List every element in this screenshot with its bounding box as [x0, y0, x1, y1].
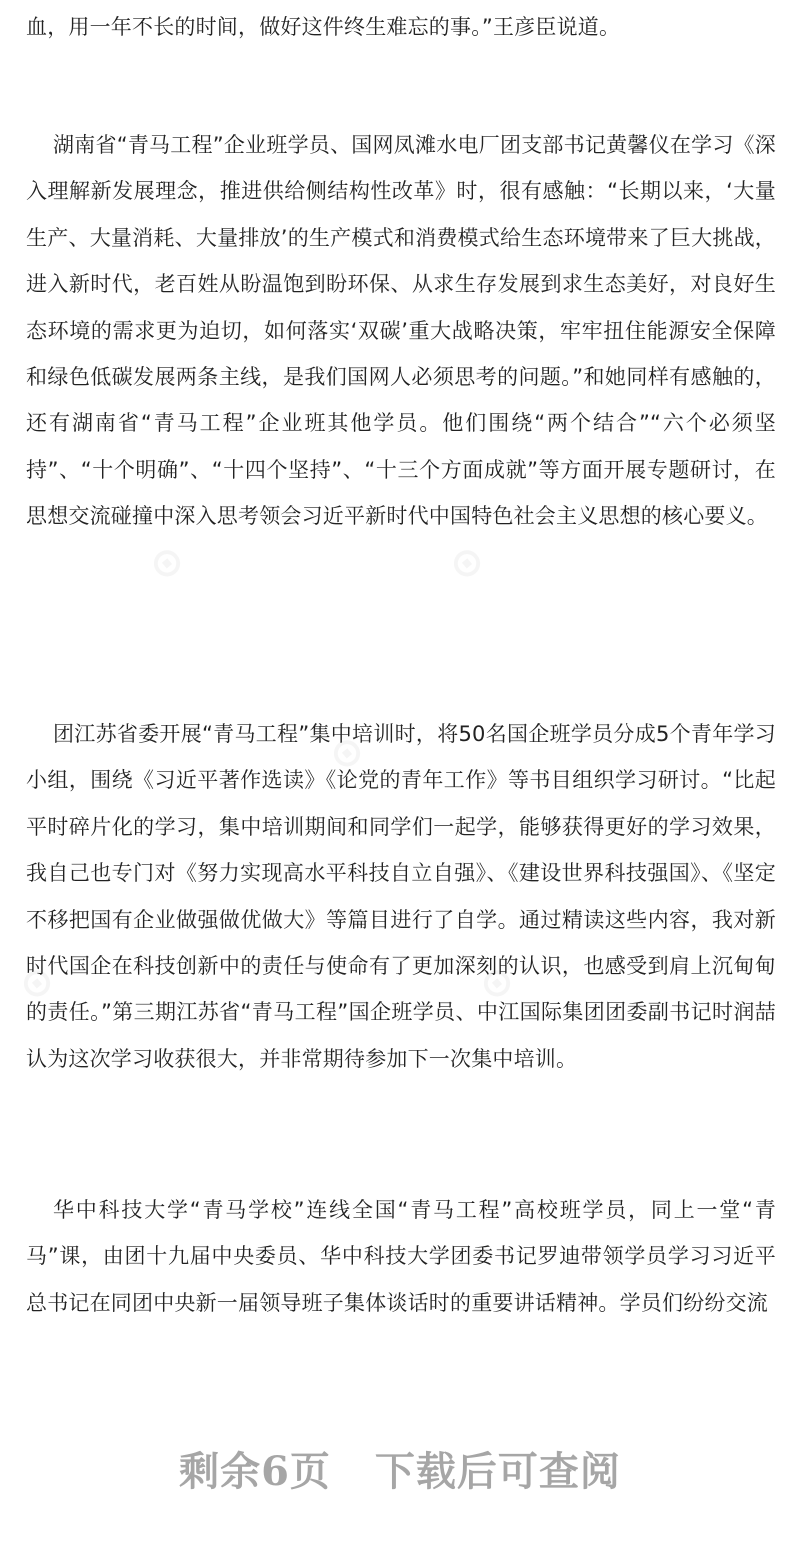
download-hint-text: 下载后可查阅: [374, 1448, 621, 1495]
download-notice[interactable]: [0, 1440, 800, 1497]
watermark: [139, 535, 194, 592]
remaining-pages-text: 剩余6页: [179, 1448, 331, 1495]
paragraph-hunan: 湖南省“青马工程”企业班学员、国网凤滩水电厂团支部书记黄馨仪在学习《深入理解新发展理念，推进供给侧结构性改革》时，很有感触：“长期以来，‘大量生产、大量消耗、大量排放’的生产模式和消费模式给生态环境带来了巨大挑战，进入新时代，老百姓从盼温饱到盼环保、从求生存发展到求生态美好，对良好生态环境的需求更为迫切，如何落实‘双碳’重大战略决策，牢牢扭住能源安全保障和绿色低碳发展两条主线，是我们国网人必须思考的问题。”和她同样有感触的，还有湖南省“青马工程”企业班其他学员。他们围绕“两个结合”“六个必须坚持”、“十个明确”、“十四个坚持”、“十三个方面成就”等方面开展专题研讨，在思想交流碰撞中深入思考领会习近平新时代中国特色社会主义思想的核心要义。: [26, 133, 776, 529]
paragraph-jiangsu: 团江苏省委开展“青马工程”集中培训时，将50名国企班学员分成5个青年学习小组，围绕《习近平著作选读》《论党的青年工作》等书目组织学习研讨。“比起平时碎片化的学习，集中培训期间和同学们一起学，能够获得更好的学习效果，我自己也专门对《努力实现高水平科技自立自强》、《建设世界科技强国》、《坚定不移把国有企业做强做优做大》等篇目进行了自学。通过精读这些内容，我对新时代国企在科技创新中的责任与使命有了更加深刻的认识，也感受到肩上沉甸甸的责任。”第三期江苏省“青马工程”国企班学员、中江国际集团团委副书记时润喆认为这次学习收获很大，并非常期待参加下一次集中培训。: [26, 722, 776, 1071]
watermark: [439, 535, 494, 592]
paragraph-continuation: 血，用一年不长的时间，做好这件终生难忘的事。”王彦臣说道。: [26, 15, 621, 39]
paragraph-hust: 华中科技大学“青马学校”连线全国“青马工程”高校班学员，同上一堂“青马”课，由团十九届中央委员、华中科技大学团委书记罗迪带领学员学习习近平总书记在同团中央新一届领导班子集体谈话时的重要讲话精神。学员们纷纷交流: [26, 1198, 776, 1315]
